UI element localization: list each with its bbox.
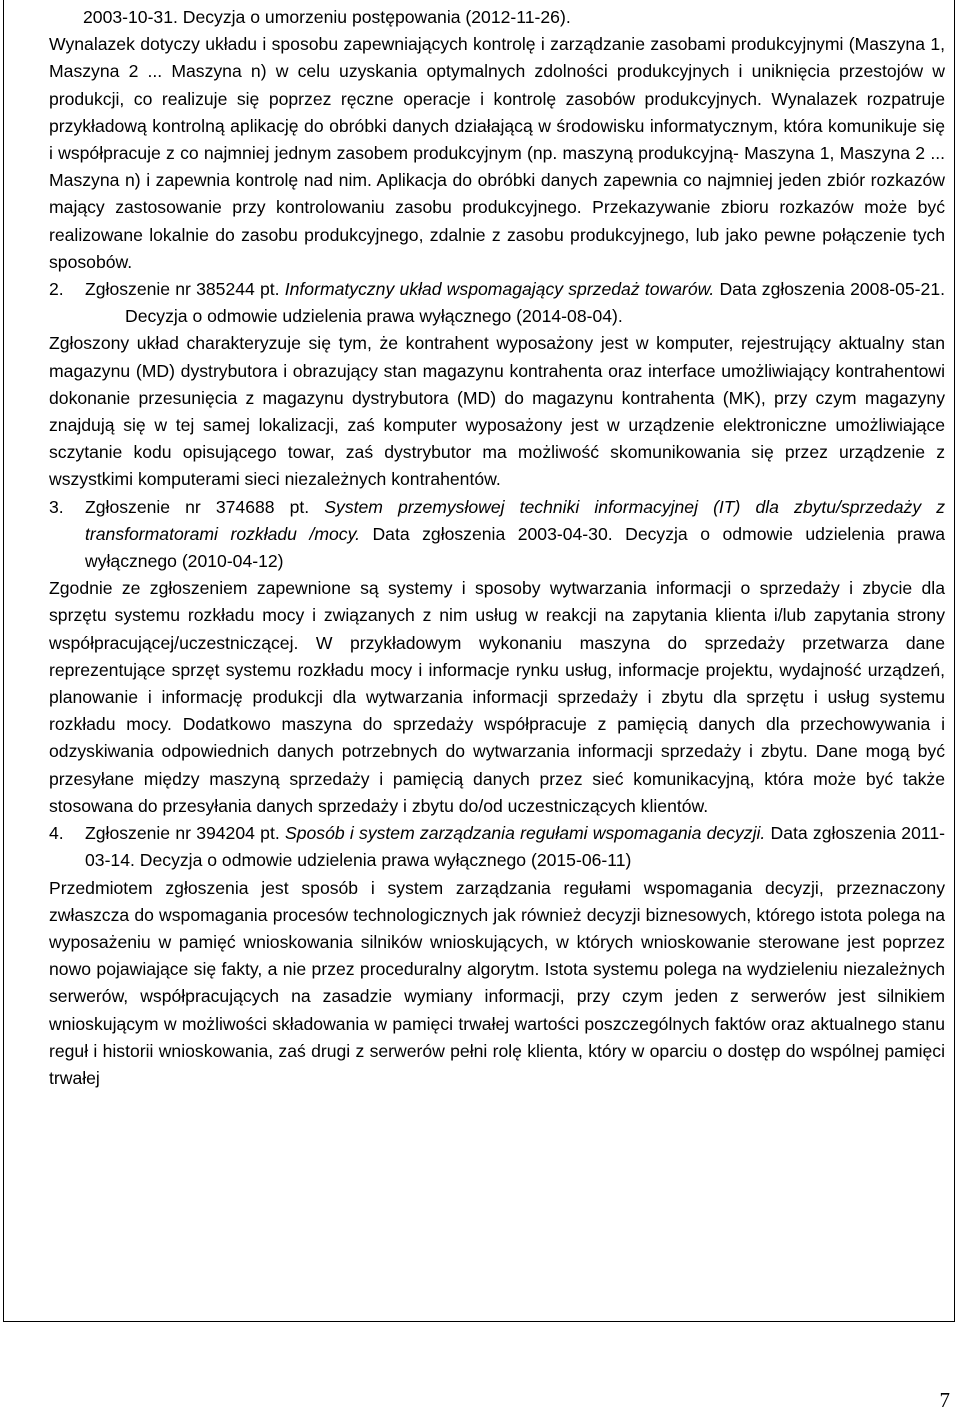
entry-number: 4.: [49, 823, 64, 844]
entry-2: [49, 276, 945, 330]
entry-filing-date: Data zgłoszenia 2008-05-21.: [719, 279, 945, 300]
document-body: [49, 4, 945, 1092]
entry-lead: Zgłoszenie nr 394204 pt.: [85, 823, 280, 844]
entry-filing-date: Data zgłoszenia 2003-04-30.: [372, 523, 613, 544]
entry-title: Informatyczny układ wspomagający sprzedaż towarów.: [284, 279, 715, 300]
page-number: 7: [939, 1388, 950, 1412]
intro-paragraph: Wynalazek dotyczy układu i sposobu zapewniających kontrolę i zarządzanie zasobami produkcyjnymi (Maszyna 1, Maszyna 2 ... Maszyna n) w celu uzyskania optymalnych zdolności produkcyjnych i uniknięcia przestojów w produkcji, co realizuje się poprzez ręczne operacje i kontrolę zasobów produkcyjnych. Wynalazek rozpatruje przykładową kontrolną aplikację do obróbki danych działającą w środowisku informatycznym, która komunikuje się i współpracuje z co najmniej jednym zasobem produkcyjnym (np. maszyną produkcyjną- Maszyna 1, Maszyna 2 ... Maszyna n) i zapewnia kontrolę nad nim. Aplikacja do obróbki danych zapewnia co najmniej jeden zbiór rozkazów mający zastosowanie przy kontrolowaniu zasobu produkcyjnego. Przekazywanie zbioru rozkazów może być realizowane lokalnie do zasobu produkcyjnego, zdalnie z zasobu produkcyjnego, lub jako pewne połączenie tych sposobów.: [49, 34, 945, 272]
entry-4-paragraph: Przedmiotem zgłoszenia jest sposób i system zarządzania regułami wspomagania decyzji, przeznaczony zwłaszcza do wspomagania procesów technologicznych jak również decyzji biznesowych, którego istota polega na wyposażeniu w pamięć wnioskowania silników wnioskujących, w których wnioskowanie sterowane jest poprzez nowo pojawiające się fakty, a nie przez proceduralny algorytm. Istota systemu polega na wydzieleniu niezależnych serwerów, współpracujących na zasadzie wymiany informacji, przy czym jeden z serwerów jest silnikiem wnioskującym w możliwości składowania w pamięci trwałej wartości poszczególnych faktów oraz aktualnego stanu reguł i historii wnioskowania, zaś drugi z serwerów pełni rolę klienta, który w oparciu o dostęp do wspólnej pamięci trwałej: [49, 877, 945, 1088]
intro-first-line: 2003-10-31. Decyzja o umorzeniu postępowania (2012-11-26).: [83, 7, 571, 27]
entry-decision: Decyzja o odmowie udzielenia prawa wyłącznego (2014-08-04).: [125, 306, 623, 327]
entry-decision: Decyzja o odmowie udzielenia prawa wyłącznego (2010-04-12): [85, 523, 946, 572]
entry-filing-date: Data zgłoszenia 2011-03-14.: [85, 823, 945, 871]
entry-title: System przemysłowej techniki informacyjnej (IT) dla zbytu/sprzedaży z transformatorami rozkładu /mocy.: [85, 496, 946, 544]
entry-heading: [85, 820, 945, 874]
entry-lead: Zgłoszenie nr 374688 pt.: [85, 496, 310, 517]
entry-heading: [85, 276, 945, 330]
entry-lead: Zgłoszenie nr 385244 pt.: [85, 279, 280, 300]
entry-4: [49, 820, 945, 874]
entry-number: 2.: [49, 279, 64, 300]
entry-title: Sposób i system zarządzania regułami wspomagania decyzji.: [284, 823, 766, 844]
entry-heading: [85, 494, 945, 576]
entry-3: [49, 494, 945, 576]
entry-decision: Decyzja o odmowie udzielenia prawa wyłącznego (2015-06-11): [139, 850, 632, 871]
entry-3-paragraph: Zgodnie ze zgłoszeniem zapewnione są systemy i sposoby wytwarzania informacji o sprzedaży i zbycie dla sprzętu systemu rozkładu mocy i związanych z nim usług w reakcji na zapytania klienta i/lub zapytania strony współpracującej/uczestniczącej. W przykładowym wykonaniu maszyna do sprzedaży przetwarza dane reprezentujące sprzęt systemu rozkładu mocy i informacje rynku usług, informacje projektu, wydajność urządzeń, planowanie i informację produkcji dla wytwarzania informacji sprzedaży i zbytu dla sprzętu i usług systemu rozkładu mocy. Dodatkowo maszyna do sprzedaży współpracuje z pamięcią danych dla przechowywania i odzyskiwania odpowiednich danych potrzebnych do wytwarzania informacji sprzedaży i zbytu. Dane mogą być przesyłane między maszyną sprzedaży i pamięcią danych przez sieć komunikacyjną, która może być także stosowana do przesyłania danych sprzedaży i zbytu do/od uczestniczących klientów.: [49, 578, 945, 816]
entry-number: 3.: [49, 496, 64, 517]
entry-2-paragraph: Zgłoszony układ charakteryzuje się tym, że kontrahent wyposażony jest w komputer, rejestrujący aktualny stan magazynu (MD) dystrybutora i obrazujący stan magazynu kontrahenta oraz interface umożliwiający kontrahentowi dokonanie przesunięcia z magazynu dystrybutora (MD) do magazynu kontrahenta (MK), przy czym magazyny znajdują się w tej samej lokalizacji, zaś komputer wyposażony jest w urządzenie elektroniczne umożliwiające sczytanie kodu opisującego towar, zaś dystrybutor ma możliwość skomunikowania się przez urządzenie z wszystkimi komputerami sieci niezależnych kontrahentów.: [49, 333, 945, 490]
